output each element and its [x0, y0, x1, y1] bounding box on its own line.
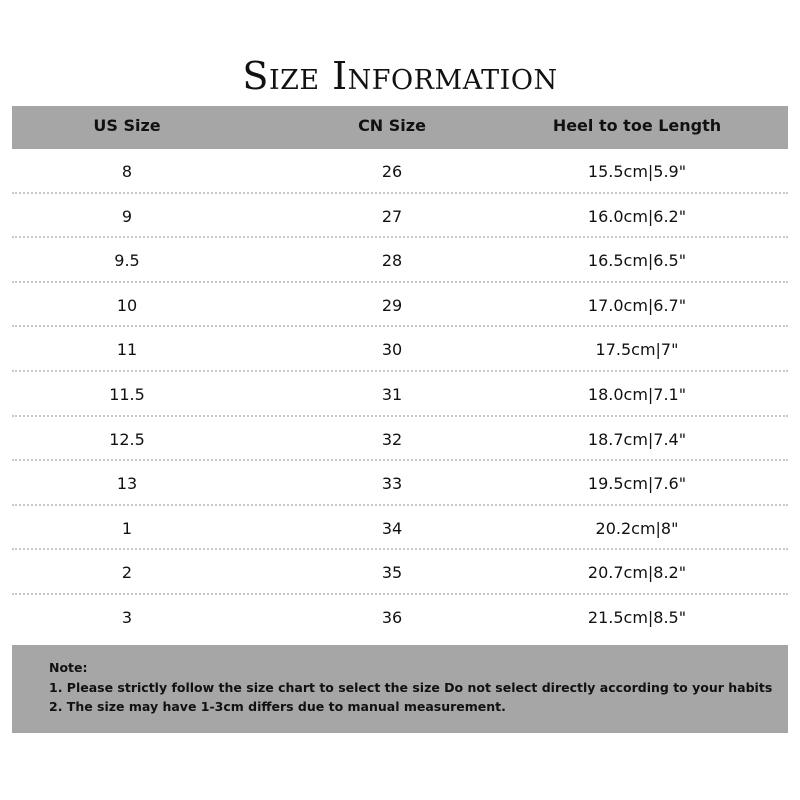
- note-box: [12, 645, 788, 733]
- us-size-cell: 9.5: [114, 251, 140, 271]
- header-us-size: US Size: [93, 116, 161, 135]
- table-header: [12, 106, 788, 149]
- cn-size-cell: 31: [381, 384, 403, 404]
- cn-size-cell: 33: [381, 474, 403, 494]
- table-row: [12, 506, 788, 551]
- length-cell: 20.7cm|8.2": [587, 563, 687, 583]
- length-cell: 16.0cm|6.2": [587, 206, 687, 226]
- table-row: [12, 283, 788, 328]
- table-row: [12, 595, 788, 640]
- us-size-cell: 3: [121, 607, 133, 627]
- note-title: Note:: [49, 660, 88, 675]
- length-cell: 19.5cm|7.6": [587, 474, 687, 494]
- note-line-1: 1. Please strictly follow the size chart to select the size Do not select directly according to your habits: [49, 680, 773, 695]
- cn-size-cell: 30: [381, 340, 403, 360]
- length-cell: 17.5cm|7": [595, 340, 679, 360]
- table-row: [12, 550, 788, 595]
- length-cell: 18.0cm|7.1": [587, 384, 687, 404]
- length-cell: 21.5cm|8.5": [587, 607, 687, 627]
- note-line-2: 2. The size may have 1-3cm differs due to manual measurement.: [49, 699, 506, 714]
- us-size-cell: 9: [121, 206, 133, 226]
- us-size-cell: 2: [121, 563, 133, 583]
- length-cell: 20.2cm|8": [595, 518, 679, 538]
- length-cell: 18.7cm|7.4": [587, 429, 687, 449]
- us-size-cell: 12.5: [109, 429, 145, 449]
- table-row: [12, 461, 788, 506]
- table-row: [12, 327, 788, 372]
- cn-size-cell: 36: [381, 607, 403, 627]
- us-size-cell: 8: [121, 162, 133, 181]
- cn-size-cell: 35: [381, 563, 403, 583]
- length-cell: 15.5cm|5.9": [587, 162, 687, 181]
- table-row: [12, 194, 788, 239]
- size-table-body: [12, 149, 788, 640]
- length-cell: 16.5cm|6.5": [587, 251, 687, 271]
- cn-size-cell: 28: [381, 251, 403, 271]
- length-cell: 17.0cm|6.7": [587, 295, 687, 315]
- table-row: [12, 417, 788, 462]
- table-row: [12, 372, 788, 417]
- header-cn-size: CN Size: [358, 116, 426, 135]
- cn-size-cell: 34: [381, 518, 403, 538]
- cn-size-cell: 27: [381, 206, 403, 226]
- us-size-cell: 1: [121, 518, 133, 538]
- table-row: [12, 149, 788, 194]
- cn-size-cell: 32: [381, 429, 403, 449]
- cn-size-cell: 29: [381, 295, 403, 315]
- us-size-cell: 13: [116, 474, 138, 494]
- cn-size-cell: 26: [381, 162, 403, 181]
- us-size-cell: 11.5: [109, 384, 145, 404]
- us-size-cell: 10: [116, 295, 138, 315]
- table-row: [12, 238, 788, 283]
- us-size-cell: 11: [116, 340, 138, 360]
- page-title: Size Information: [242, 54, 558, 98]
- header-heel-to-toe-length: Heel to toe Length: [552, 116, 722, 135]
